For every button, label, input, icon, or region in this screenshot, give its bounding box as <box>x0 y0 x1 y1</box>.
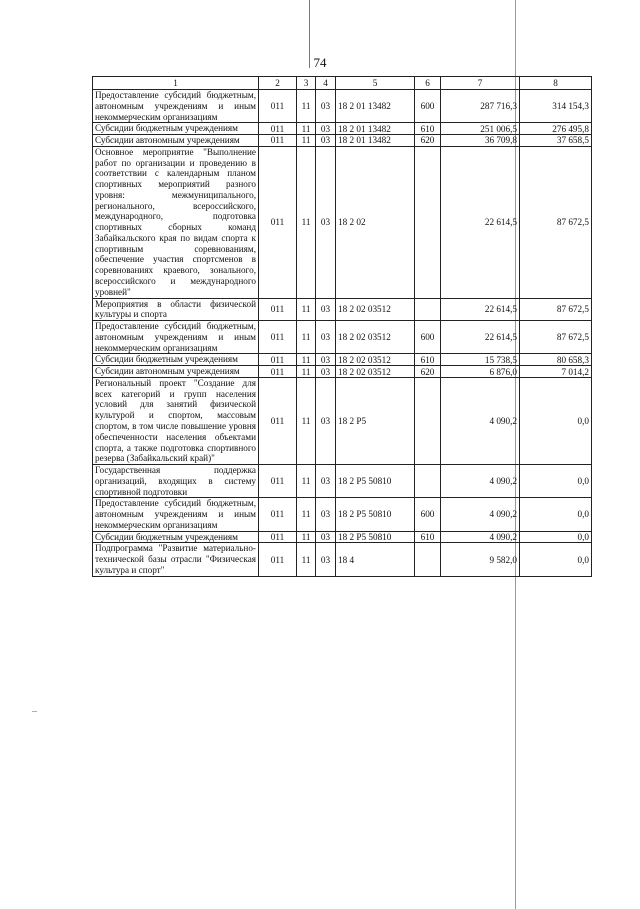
expense-type-cell <box>415 298 441 321</box>
expense-type-cell: 620 <box>415 366 441 378</box>
expense-type-cell <box>415 146 441 298</box>
column-header: 1 <box>93 77 259 90</box>
amount-year2-cell: 37 658,5 <box>520 135 592 147</box>
row-name-cell: Субсидии бюджетным учреждениям <box>93 531 259 543</box>
admin-code-cell: 011 <box>259 377 297 464</box>
table-row <box>93 543 592 576</box>
amount-year2-cell: 314 154,3 <box>520 90 592 123</box>
row-name-cell: Государственная поддержка организаций, входящих в систему спортивной подготовки <box>93 465 259 498</box>
section-code-cell: 11 <box>297 298 316 321</box>
target-article-cell: 18 2 P5 <box>336 377 415 464</box>
target-article-cell: 18 2 P5 50810 <box>336 531 415 543</box>
subsection-code-cell: 03 <box>316 354 336 366</box>
table-row <box>93 354 592 366</box>
subsection-code-cell: 03 <box>316 531 336 543</box>
amount-year1-cell: 4 090,2 <box>441 465 520 498</box>
subsection-code-cell: 03 <box>316 321 336 354</box>
target-article-cell: 18 2 02 <box>336 146 415 298</box>
subsection-code-cell: 03 <box>316 498 336 531</box>
row-name-cell: Субсидии автономным учреждениям <box>93 366 259 378</box>
table-row <box>93 377 592 464</box>
admin-code-cell: 011 <box>259 90 297 123</box>
target-article-cell: 18 2 P5 50810 <box>336 498 415 531</box>
amount-year2-cell: 7 014,2 <box>520 366 592 378</box>
target-article-cell: 18 2 02 03512 <box>336 366 415 378</box>
expense-type-cell: 610 <box>415 123 441 135</box>
expense-type-cell: 600 <box>415 498 441 531</box>
page-number: 74 <box>313 55 327 70</box>
section-code-cell: 11 <box>297 377 316 464</box>
amount-year1-cell: 4 090,2 <box>441 377 520 464</box>
expense-type-cell: 610 <box>415 354 441 366</box>
amount-year1-cell: 22 614,5 <box>441 298 520 321</box>
subsection-code-cell: 03 <box>316 135 336 147</box>
admin-code-cell: 011 <box>259 498 297 531</box>
section-code-cell: 11 <box>297 366 316 378</box>
subsection-code-cell: 03 <box>316 465 336 498</box>
column-header: 6 <box>415 77 441 90</box>
expense-type-cell: 610 <box>415 531 441 543</box>
amount-year2-cell: 0,0 <box>520 498 592 531</box>
row-name-cell: Субсидии автономным учреждениям <box>93 135 259 147</box>
target-article-cell: 18 2 01 13482 <box>336 135 415 147</box>
amount-year2-cell: 80 658,3 <box>520 354 592 366</box>
amount-year1-cell: 6 876,0 <box>441 366 520 378</box>
amount-year2-cell: 87 672,5 <box>520 298 592 321</box>
section-code-cell: 11 <box>297 531 316 543</box>
subsection-code-cell: 03 <box>316 90 336 123</box>
table-row <box>93 465 592 498</box>
subsection-code-cell: 03 <box>316 366 336 378</box>
scan-line-artifact <box>309 0 310 68</box>
subsection-code-cell: 03 <box>316 543 336 576</box>
row-name-cell: Региональный проект "Создание для всех категорий и групп населения условий для занятий физической культурой и спортом, массовым спортом, в том числе повышение уровня обеспеченности населения объектами спорта, а также подготовка спортивного резерва (Забайкальский край)" <box>93 377 259 464</box>
section-code-cell: 11 <box>297 321 316 354</box>
section-code-cell: 11 <box>297 465 316 498</box>
subsection-code-cell: 03 <box>316 298 336 321</box>
table-row <box>93 146 592 298</box>
amount-year1-cell: 287 716,3 <box>441 90 520 123</box>
table-row <box>93 321 592 354</box>
target-article-cell: 18 2 01 13482 <box>336 123 415 135</box>
expense-type-cell: 600 <box>415 321 441 354</box>
budget-table <box>92 76 592 577</box>
subsection-code-cell: 03 <box>316 146 336 298</box>
expense-type-cell: 620 <box>415 135 441 147</box>
table-row <box>93 298 592 321</box>
table-header-row <box>93 77 592 90</box>
table-row <box>93 90 592 123</box>
column-header: 5 <box>336 77 415 90</box>
amount-year2-cell: 276 495,8 <box>520 123 592 135</box>
admin-code-cell: 011 <box>259 135 297 147</box>
table-row <box>93 366 592 378</box>
amount-year2-cell: 0,0 <box>520 531 592 543</box>
amount-year1-cell: 22 614,5 <box>441 146 520 298</box>
admin-code-cell: 011 <box>259 123 297 135</box>
expense-type-cell: 600 <box>415 90 441 123</box>
amount-year1-cell: 15 738,5 <box>441 354 520 366</box>
amount-year1-cell: 9 582,0 <box>441 543 520 576</box>
section-code-cell: 11 <box>297 146 316 298</box>
amount-year2-cell: 0,0 <box>520 377 592 464</box>
amount-year1-cell: 251 006,5 <box>441 123 520 135</box>
amount-year1-cell: 36 709,8 <box>441 135 520 147</box>
expense-type-cell <box>415 543 441 576</box>
table-row <box>93 498 592 531</box>
amount-year1-cell: 4 090,2 <box>441 498 520 531</box>
amount-year1-cell: 22 614,5 <box>441 321 520 354</box>
row-name-cell: Предоставление субсидий бюджетным, автономным учреждениям и иным некоммерческим организациям <box>93 90 259 123</box>
admin-code-cell: 011 <box>259 543 297 576</box>
admin-code-cell: 011 <box>259 354 297 366</box>
row-name-cell: Субсидии бюджетным учреждениям <box>93 354 259 366</box>
admin-code-cell: 011 <box>259 366 297 378</box>
column-header: 3 <box>297 77 316 90</box>
admin-code-cell: 011 <box>259 146 297 298</box>
target-article-cell: 18 2 01 13482 <box>336 90 415 123</box>
section-code-cell: 11 <box>297 498 316 531</box>
target-article-cell: 18 2 02 03512 <box>336 321 415 354</box>
row-name-cell: Подпрограмма "Развитие материально-технической базы отрасли "Физическая культура и спорт" <box>93 543 259 576</box>
column-header: 7 <box>441 77 520 90</box>
amount-year2-cell: 0,0 <box>520 465 592 498</box>
amount-year2-cell: 0,0 <box>520 543 592 576</box>
target-article-cell: 18 4 <box>336 543 415 576</box>
subsection-code-cell: 03 <box>316 123 336 135</box>
amount-year1-cell: 4 090,2 <box>441 531 520 543</box>
admin-code-cell: 011 <box>259 531 297 543</box>
table-row <box>93 135 592 147</box>
row-name-cell: Предоставление субсидий бюджетным, автономным учреждениям и иным некоммерческим организациям <box>93 498 259 531</box>
table-row <box>93 531 592 543</box>
table-row <box>93 123 592 135</box>
row-name-cell: Основное мероприятие "Выполнение работ по организации и проведению в соответствии с календарным планом спортивных мероприятий разного уровня: межмуниципального, регионального, всероссийского, международного, подготовка спортивных сборных команд Забайкальского края по видам спорта к спортивным соревнованиям, обеспечение участия спортсменов в соревнованиях краевого, зонального, всероссийского и международного уровней" <box>93 146 259 298</box>
admin-code-cell: 011 <box>259 321 297 354</box>
admin-code-cell: 011 <box>259 465 297 498</box>
column-header: 2 <box>259 77 297 90</box>
row-name-cell: Предоставление субсидий бюджетным, автономным учреждениям и иным некоммерческим организациям <box>93 321 259 354</box>
section-code-cell: 11 <box>297 135 316 147</box>
row-name-cell: Субсидии бюджетным учреждениям <box>93 123 259 135</box>
scan-dash-artifact: – <box>32 706 37 717</box>
row-name-cell: Мероприятия в области физической культуры и спорта <box>93 298 259 321</box>
section-code-cell: 11 <box>297 354 316 366</box>
section-code-cell: 11 <box>297 543 316 576</box>
column-header: 4 <box>316 77 336 90</box>
target-article-cell: 18 2 P5 50810 <box>336 465 415 498</box>
section-code-cell: 11 <box>297 123 316 135</box>
expense-type-cell <box>415 377 441 464</box>
amount-year2-cell: 87 672,5 <box>520 321 592 354</box>
expense-type-cell <box>415 465 441 498</box>
column-header: 8 <box>520 77 592 90</box>
admin-code-cell: 011 <box>259 298 297 321</box>
target-article-cell: 18 2 02 03512 <box>336 354 415 366</box>
amount-year2-cell: 87 672,5 <box>520 146 592 298</box>
subsection-code-cell: 03 <box>316 377 336 464</box>
target-article-cell: 18 2 02 03512 <box>336 298 415 321</box>
section-code-cell: 11 <box>297 90 316 123</box>
